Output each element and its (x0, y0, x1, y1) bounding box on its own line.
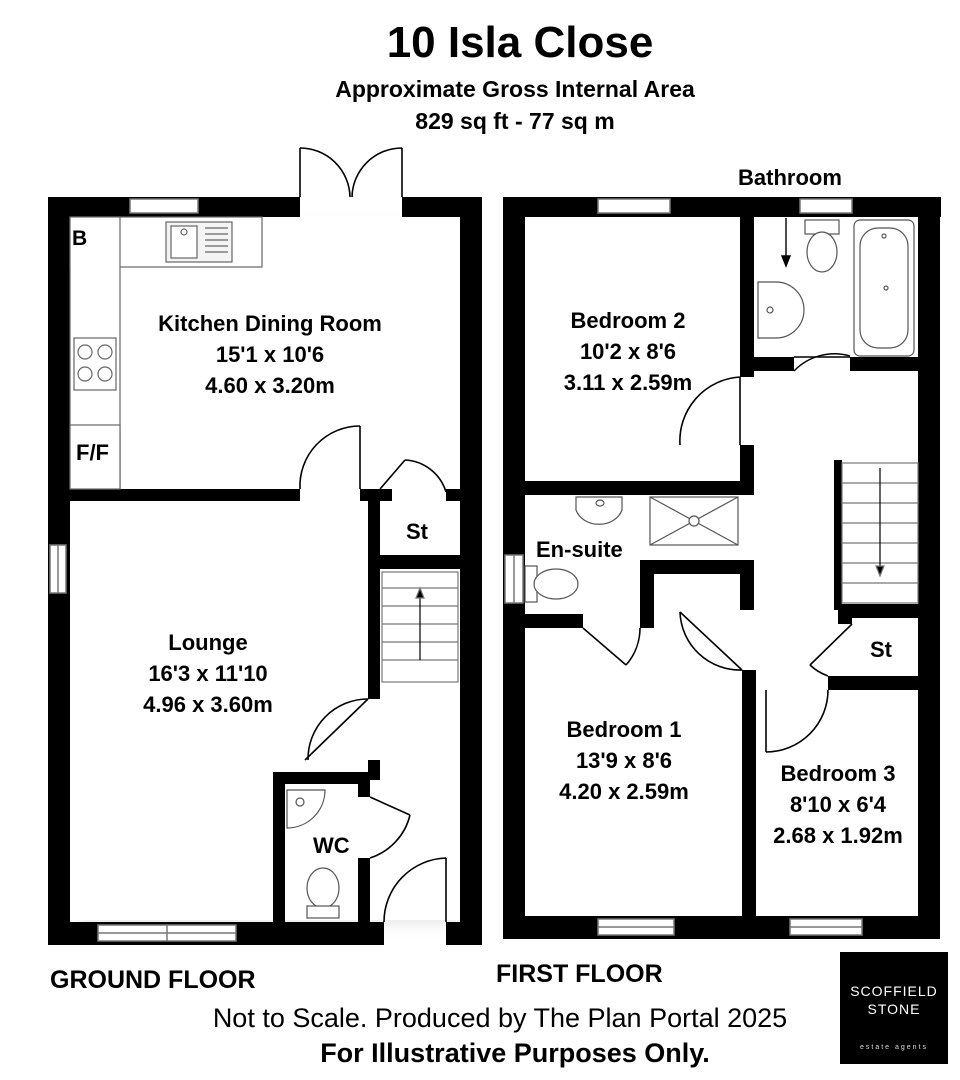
ground-store-label: St (406, 519, 428, 544)
lounge-metric: 4.96 x 3.60m (143, 692, 273, 717)
scale-disclaimer: Not to Scale. Produced by The Plan Portal 2025 (212, 1003, 788, 1033)
logo-tagline: estate agents (859, 1044, 929, 1051)
bedroom-1-imperial: 13'9 x 8'6 (575, 748, 673, 773)
bathroom-label: Bathroom (738, 165, 842, 190)
area-subtitle: Approximate Gross Internal Area (335, 76, 695, 102)
kitchen-name: Kitchen Dining Room (158, 311, 382, 336)
bedroom-1-metric: 4.20 x 2.59m (559, 779, 689, 804)
bedroom-1-name: Bedroom 1 (566, 717, 682, 742)
bedroom-3-metric: 2.68 x 1.92m (773, 823, 903, 848)
en-suite-label: En-suite (536, 537, 623, 562)
illustrative-disclaimer: For Illustrative Purposes Only. (320, 1038, 710, 1068)
plan-title: 10 Isla Close (386, 18, 654, 67)
kitchen-metric: 4.60 x 3.20m (205, 373, 335, 398)
lounge-name: Lounge (168, 630, 248, 655)
lounge-label (108, 627, 308, 720)
bedroom-2-name: Bedroom 2 (570, 308, 686, 333)
bedroom-1-label (534, 714, 714, 807)
kitchen-imperial: 15'1 x 10'6 (215, 342, 325, 367)
first-store-label: St (870, 637, 892, 662)
bedroom-2-label (540, 305, 716, 398)
kitchen-dining-room-label (128, 308, 412, 401)
logo-line-2: STONE (867, 1001, 921, 1017)
lounge-imperial: 16'3 x 11'10 (148, 661, 268, 686)
bedroom-2-imperial: 10'2 x 8'6 (579, 339, 677, 364)
bedroom-2-metric: 3.11 x 2.59m (563, 370, 693, 395)
bedroom-3-label (758, 758, 918, 851)
boiler-label: B (72, 227, 88, 250)
ground-floor-caption: GROUND FLOOR (50, 966, 256, 994)
agent-logo (840, 952, 948, 1064)
area-value: 829 sq ft - 77 sq m (415, 108, 615, 134)
logo-line-1: SCOFFIELD (850, 983, 938, 999)
fridge-freezer-label: F/F (76, 440, 109, 465)
bedroom-3-imperial: 8'10 x 6'4 (789, 792, 887, 817)
wc-label: WC (313, 833, 350, 858)
first-floor-caption: FIRST FLOOR (496, 960, 663, 988)
bedroom-3-name: Bedroom 3 (780, 761, 896, 786)
